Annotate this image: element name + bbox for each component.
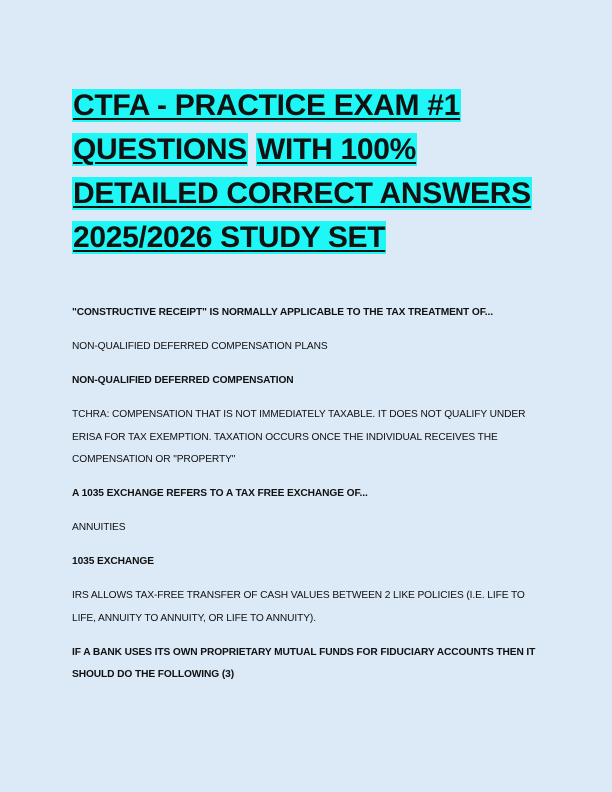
title-line-2	[72, 128, 542, 172]
title-segment: 2025/2026 STUDY SET	[73, 221, 386, 254]
document-header	[72, 84, 542, 260]
title-segment: QUESTIONS	[73, 133, 247, 166]
question-paragraph: 1035 EXCHANGE	[72, 556, 154, 567]
answer-paragraph: ANNUITIES	[72, 522, 126, 533]
document-title	[72, 84, 542, 260]
title-line-3	[72, 172, 542, 216]
title-segment: WITH 100%	[257, 133, 417, 166]
title-line-4	[72, 216, 542, 260]
document-body	[72, 302, 542, 698]
title-line-1	[72, 84, 542, 128]
title-segment: DETAILED CORRECT ANSWERS	[73, 177, 531, 210]
answer-paragraph: IRS ALLOWS TAX-FREE TRANSFER OF CASH VALUES BETWEEN 2 LIKE POLICIES (I.E. LIFE TO LIFE, ANNUITY TO ANNUITY, OR LIFE TO ANNUITY).	[72, 590, 525, 624]
question-paragraph: "CONSTRUCTIVE RECEIPT" IS NORMALLY APPLICABLE TO THE TAX TREATMENT OF...	[72, 307, 493, 318]
question-paragraph: IF A BANK USES ITS OWN PROPRIETARY MUTUAL FUNDS FOR FIDUCIARY ACCOUNTS THEN IT SHOULD DO THE FOLLOWING (3)	[72, 646, 536, 680]
title-segment: CTFA - PRACTICE EXAM #1	[73, 89, 461, 122]
answer-paragraph: NON-QUALIFIED DEFERRED COMPENSATION PLANS	[72, 341, 328, 352]
question-paragraph: NON-QUALIFIED DEFERRED COMPENSATION	[72, 375, 294, 386]
answer-paragraph: TCHRA: COMPENSATION THAT IS NOT IMMEDIATELY TAXABLE. IT DOES NOT QUALIFY UNDER ERISA FOR TAX EXEMPTION. TAXATION OCCURS ONCE THE INDIVIDUAL RECEIVES THE COMPENSATION OR "PROPERTY"	[72, 409, 526, 465]
question-paragraph: A 1035 EXCHANGE REFERS TO A TAX FREE EXCHANGE OF...	[72, 488, 368, 499]
